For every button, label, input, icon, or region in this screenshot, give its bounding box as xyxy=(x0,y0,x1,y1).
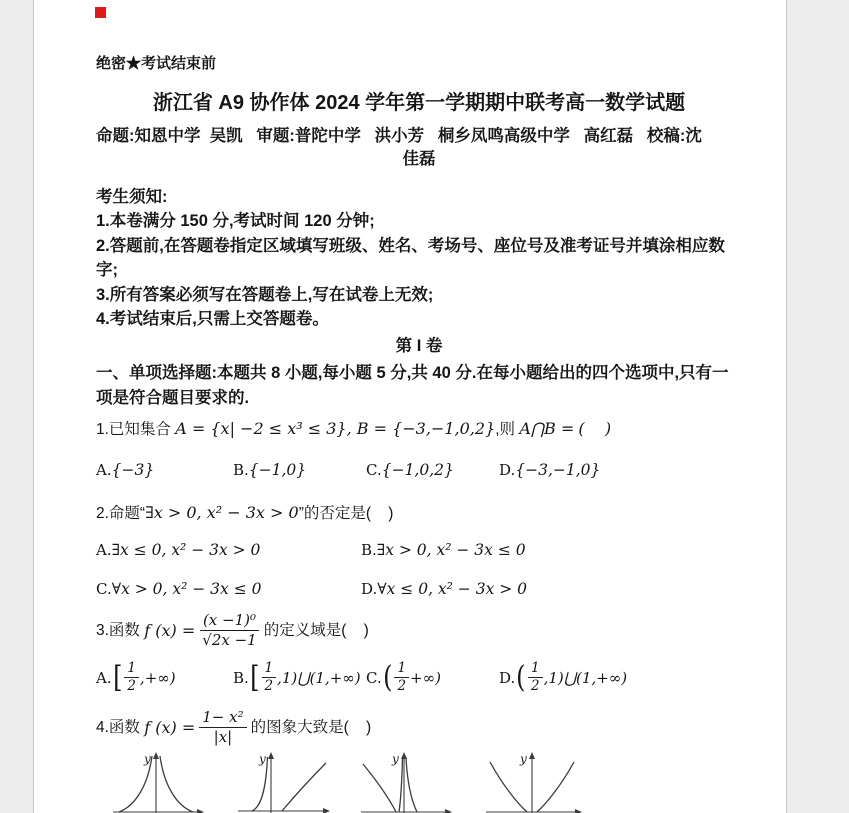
section-heading: 一、单项选择题:本题共 8 小题,每小题 5 分,共 40 分.在每小题给出的四个选项中,只有一项是符合题目要求的. xyxy=(96,363,729,407)
graph-option-c xyxy=(359,750,454,813)
q4-fraction xyxy=(199,708,246,747)
q2-suffix: ”的否定是( ) xyxy=(298,504,394,522)
q3-option-c: C. ( $\frac{1}{2}$ +∞) xyxy=(366,659,441,695)
q1-formula-2: A⋂B = xyxy=(519,418,575,438)
question-2 xyxy=(96,502,742,524)
q3-c-fraction: $\frac{1}{2}$ xyxy=(394,660,409,695)
q1-options xyxy=(96,461,742,479)
q3-option-d: D. ( $\frac{1}{2}$ ,1)⋃(1,+∞) xyxy=(499,659,628,695)
q3-d-fraction: $\frac{1}{2}$ xyxy=(528,660,543,695)
y-axis-label: y xyxy=(392,751,399,766)
q3-fx: f (x) = xyxy=(144,620,196,640)
red-marker xyxy=(95,7,106,18)
page-content xyxy=(34,52,786,813)
radical-sign: √ xyxy=(202,630,212,649)
q3-option-b: B. [ $\frac{1}{2}$ ,1)⋃(1,+∞) xyxy=(233,659,361,695)
committee-line-2: 佳磊 xyxy=(402,150,436,168)
q4-fraction-numerator: 1− x² xyxy=(199,708,246,728)
q3-fraction xyxy=(199,611,259,650)
notice-item-1: 1.本卷满分 150 分,考试时间 120 分钟; xyxy=(96,212,375,230)
committee-line-1: 命题:知恩中学 吴凯 审题:普陀中学 洪小芳 桐乡凤鸣高级中学 高红磊 校稿:沈 xyxy=(96,127,702,145)
q3-suffix: 的定义域是( ) xyxy=(263,621,369,639)
question-3 xyxy=(96,611,742,650)
q4-graph-options xyxy=(96,750,742,813)
q4-fx: f (x) = xyxy=(144,717,196,737)
document-page xyxy=(33,0,787,813)
graph-option-b xyxy=(236,750,331,813)
y-axis-label: y xyxy=(144,751,151,766)
q1-option-b: B. {−1,0} xyxy=(233,460,307,479)
q1-option-d: D. {−3,−1,0} xyxy=(499,460,601,479)
question-1 xyxy=(96,418,742,440)
open-paren: ( xyxy=(516,659,526,695)
y-axis-label: y xyxy=(259,751,266,766)
q1-prefix: 1.已知集合 xyxy=(96,420,176,438)
exam-title: 浙江省 A9 协作体 2024 学年第一学期期中联考高一数学试题 xyxy=(152,92,686,114)
q4-suffix: 的图象大致是( ) xyxy=(250,718,372,736)
q2-formula: ∃x > 0, x² − 3x > 0 xyxy=(145,502,299,522)
q3-fraction-denominator xyxy=(199,631,259,650)
open-paren: ( xyxy=(382,659,393,695)
committee-block xyxy=(96,125,742,171)
q2-option-d: D. ∀x ≤ 0, x² − 3x > 0 xyxy=(361,579,528,598)
open-bracket: [ xyxy=(112,659,123,695)
graph-option-a xyxy=(111,750,206,813)
y-axis-label: y xyxy=(520,751,527,766)
q3-a-fraction: $\frac{1}{2}$ xyxy=(124,660,139,695)
q2-options xyxy=(96,541,742,598)
q2-option-c: C. ∀x > 0, x² − 3x ≤ 0 xyxy=(96,579,262,598)
q4-fraction-denominator: |x| xyxy=(213,727,233,746)
q3-fraction-numerator: (x −1)⁰ xyxy=(200,611,259,631)
q3-options xyxy=(96,660,742,695)
q1-answer-paren: ( ) xyxy=(578,418,612,438)
graph-option-d xyxy=(484,750,584,813)
q1-formula: A = {x| −2 ≤ x³ ≤ 3}, B = {−3,−1,0,2} xyxy=(175,418,496,438)
open-bracket: [ xyxy=(249,659,260,695)
notice-heading: 考生须知: xyxy=(96,188,168,206)
notice-item-3: 3.所有答案必须写在答题卷上,写在试卷上无效; xyxy=(96,285,434,304)
notice-item-4: 4.考试结束后,只需上交答题卷。 xyxy=(96,310,329,329)
notice-item-2: 2.答题前,在答题卷指定区域填写班级、姓名、考场号、座位号及准考证号并填涂相应数字; xyxy=(96,236,725,280)
q3-option-a: A. [ $\frac{1}{2}$ ,+∞) xyxy=(96,659,176,695)
secret-label: 绝密★考试结束前 xyxy=(96,55,217,72)
q3-b-fraction: $\frac{1}{2}$ xyxy=(262,660,277,695)
question-4 xyxy=(96,708,742,747)
q4-prefix: 4.函数 xyxy=(96,718,145,736)
q1-option-c: C. {−1,0,2} xyxy=(366,460,454,479)
part-heading: 第 I 卷 xyxy=(395,336,443,355)
q2-option-a: A. ∃x ≤ 0, x² − 3x > 0 xyxy=(96,540,261,559)
q2-option-b: B. ∃x > 0, x² − 3x ≤ 0 xyxy=(361,540,526,559)
q1-mid: ,则 xyxy=(495,420,520,438)
q2-prefix: 2.命题“ xyxy=(96,504,146,522)
q3-radicand: 2x −1 xyxy=(211,630,257,649)
q1-option-a: A. {−3} xyxy=(96,460,155,479)
q3-prefix: 3.函数 xyxy=(96,621,145,639)
